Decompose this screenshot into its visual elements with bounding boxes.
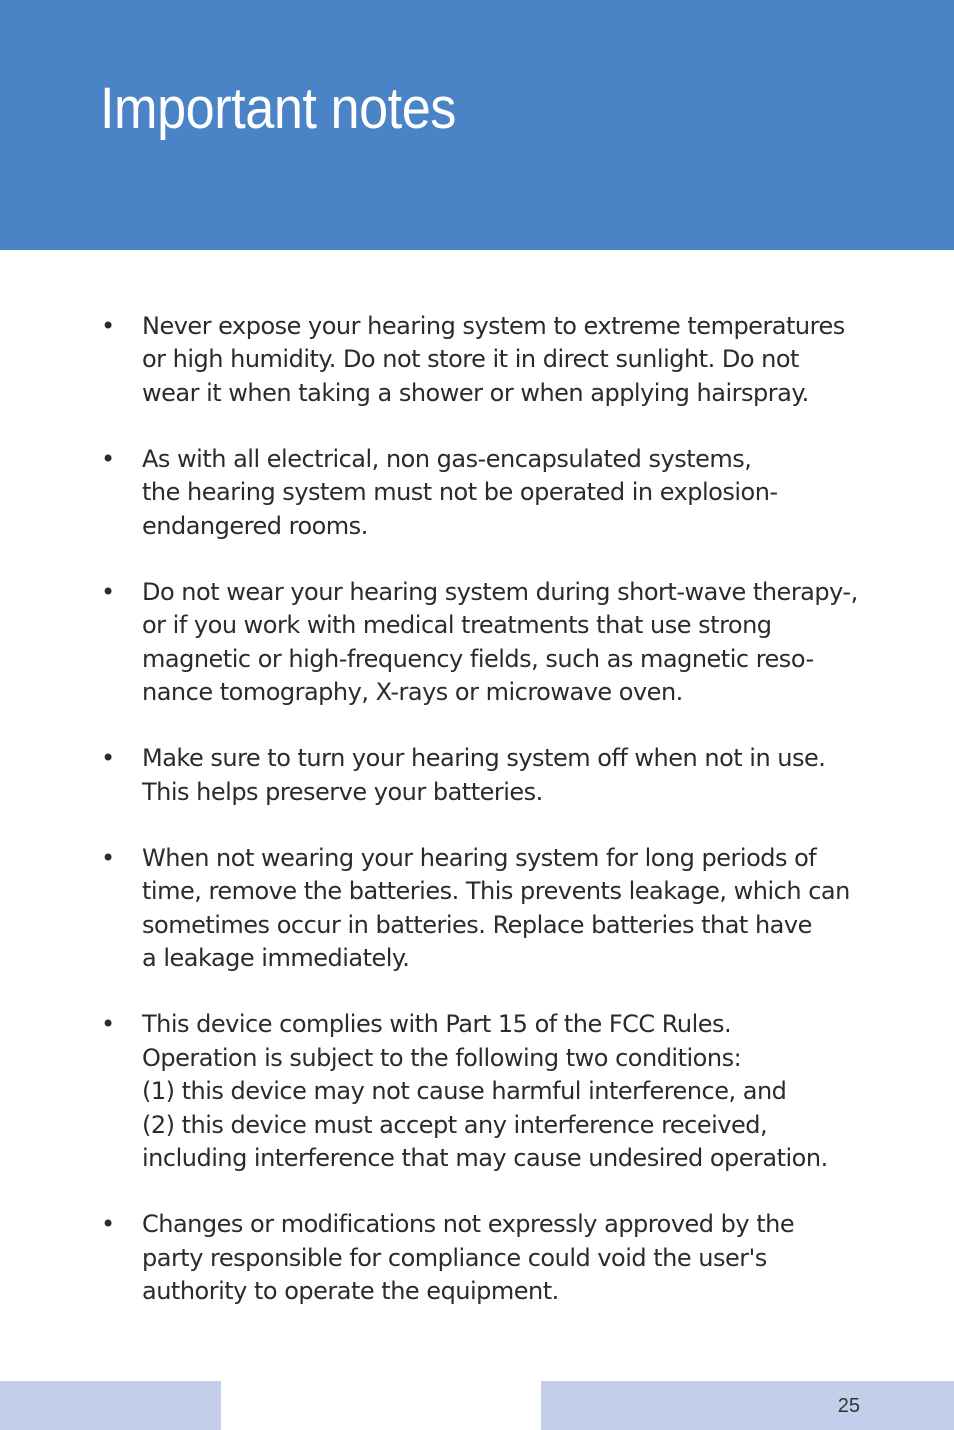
note-text-line: When not wearing your hearing system for long periods of — [142, 844, 817, 873]
page-number: 25 — [837, 1395, 860, 1417]
bullet-icon: • — [101, 578, 116, 607]
notes-list — [0, 310, 954, 1341]
note-text-line: including interference that may cause undesired operation. — [142, 1144, 828, 1173]
note-text-line: a leakage immediately. — [142, 944, 410, 973]
note-text-line: magnetic or high-frequency fields, such as magnetic reso- — [142, 644, 814, 673]
note-text-line: Operation is subject to the following two conditions: — [142, 1043, 742, 1072]
bullet-icon: • — [101, 844, 116, 873]
note-item — [0, 443, 954, 543]
note-text-line: endangered rooms. — [142, 511, 368, 540]
bullet-icon: • — [101, 445, 116, 474]
note-item — [0, 742, 954, 809]
note-text-line: Changes or modifications not expressly approved by the — [142, 1210, 795, 1239]
note-item — [0, 1208, 954, 1308]
note-text-line: Make sure to turn your hearing system off when not in use. — [142, 744, 826, 773]
footer-bar-left — [0, 1381, 221, 1430]
note-text-line: As with all electrical, non gas-encapsulated systems, — [142, 445, 752, 474]
note-text-line: nance tomography, X-rays or microwave oven. — [142, 678, 683, 707]
note-text-line: (2) this device must accept any interference received, — [142, 1110, 768, 1139]
bullet-icon: • — [101, 744, 116, 773]
bullet-icon: • — [101, 1010, 116, 1039]
note-text-line: the hearing system must not be operated in explosion- — [142, 478, 778, 507]
footer-bar-right — [541, 1381, 954, 1430]
page-title: Important notes — [100, 76, 456, 141]
note-item — [0, 310, 954, 410]
note-item — [0, 576, 954, 710]
note-text-line: (1) this device may not cause harmful interference, and — [142, 1077, 787, 1106]
note-text-line: This device complies with Part 15 of the FCC Rules. — [142, 1010, 732, 1039]
note-item — [0, 1008, 954, 1175]
note-text-line: party responsible for compliance could void the user's — [142, 1243, 767, 1272]
note-text-line: time, remove the batteries. This prevents leakage, which can — [142, 877, 850, 906]
note-text-line: or high humidity. Do not store it in direct sunlight. Do not — [142, 345, 799, 374]
note-text-line: wear it when taking a shower or when applying hairspray. — [142, 378, 809, 407]
note-text-line: Never expose your hearing system to extreme temperatures — [142, 312, 845, 340]
note-text-line: Do not wear your hearing system during short-wave therapy-, — [142, 578, 858, 607]
note-text-line: or if you work with medical treatments that use strong — [142, 611, 772, 640]
note-text-line: authority to operate the equipment. — [142, 1277, 559, 1306]
bullet-icon: • — [101, 1210, 116, 1239]
note-text-line: This helps preserve your batteries. — [142, 777, 543, 806]
note-item — [0, 842, 954, 976]
note-text-line: sometimes occur in batteries. Replace batteries that have — [142, 910, 812, 939]
bullet-icon: • — [101, 312, 116, 340]
header-band — [0, 0, 954, 250]
